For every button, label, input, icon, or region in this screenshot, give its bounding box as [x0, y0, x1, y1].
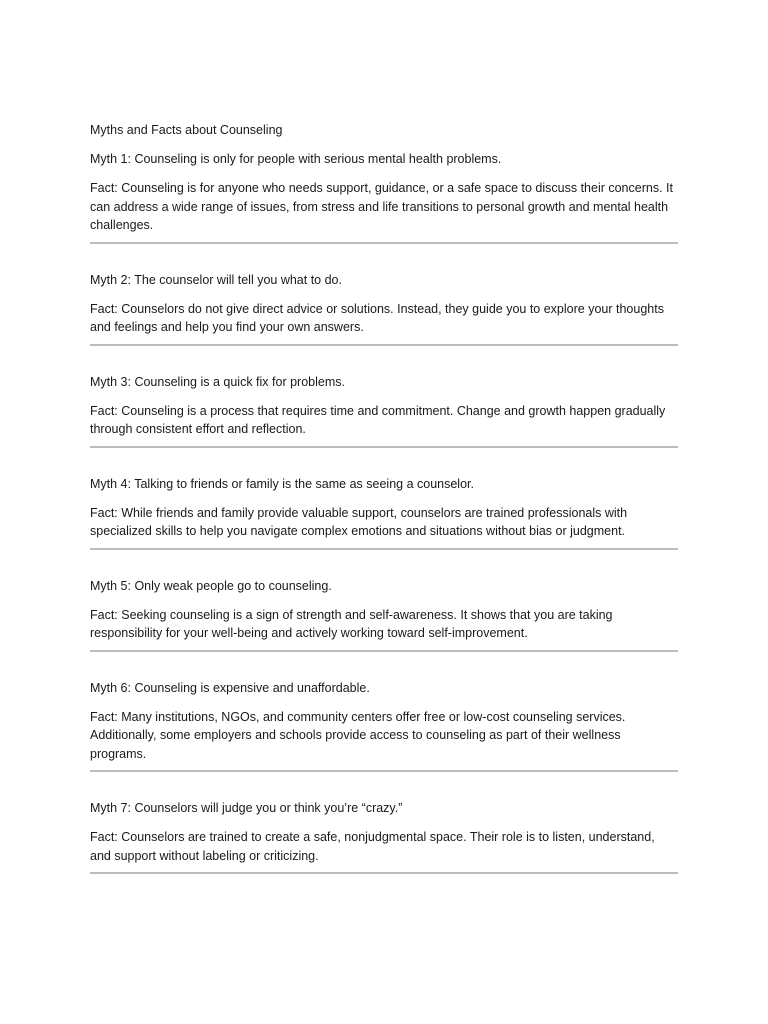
document-title: Myths and Facts about Counseling	[90, 123, 283, 137]
fact-text: Fact: Counseling is for anyone who needs support, guidance, or a safe space to discuss their concerns. It can address a wide range of issues, from stress and life transitions to personal growth and mental health challenges.	[90, 181, 673, 232]
myth-text: Myth 3: Counseling is a quick fix for problems.	[90, 374, 345, 389]
fact-text: Fact: Counselors are trained to create a safe, nonjudgmental space. Their role is to listen, understand, and support without labeling or criticizing.	[90, 830, 655, 863]
myth-fact-entry-5	[90, 577, 678, 652]
myth-fact-entry-1	[90, 150, 678, 244]
fact-text: Fact: Counselors do not give direct advice or solutions. Instead, they guide you to explore your thoughts and feelings and help you find your own answers.	[90, 301, 664, 334]
myth-fact-entry-6	[90, 679, 678, 773]
myth-fact-entry-3	[90, 373, 678, 448]
fact-text: Fact: While friends and family provide valuable support, counselors are trained professionals with specialized skills to help you navigate complex emotions and situations without bias or judgment.	[90, 505, 628, 538]
myth-fact-entry-2	[90, 271, 678, 346]
myth-fact-entry-7	[90, 799, 678, 874]
myth-text: Myth 2: The counselor will tell you what to do.	[90, 272, 342, 287]
myth-text: Myth 5: Only weak people go to counseling.	[90, 578, 332, 593]
document-page	[90, 121, 678, 901]
fact-text: Fact: Seeking counseling is a sign of strength and self-awareness. It shows that you are taking responsibility for your well-being and actively working toward self-improvement.	[90, 607, 613, 640]
myth-text: Myth 1: Counseling is only for people with serious mental health problems.	[90, 152, 502, 166]
fact-text: Fact: Counseling is a process that requires time and commitment. Change and growth happen gradually through consistent effort and reflection.	[90, 403, 666, 436]
fact-text: Fact: Many institutions, NGOs, and community centers offer free or low-cost counseling services. Additionally, some employers and schools provide access to counseling as part of their wellness programs.	[90, 709, 626, 761]
myth-text: Myth 6: Counseling is expensive and unaffordable.	[90, 680, 370, 695]
myth-text: Myth 7: Counselors will judge you or think you’re “crazy.”	[90, 801, 403, 815]
myth-fact-entry-4	[90, 475, 678, 550]
myth-text: Myth 4: Talking to friends or family is the same as seeing a counselor.	[90, 476, 474, 491]
